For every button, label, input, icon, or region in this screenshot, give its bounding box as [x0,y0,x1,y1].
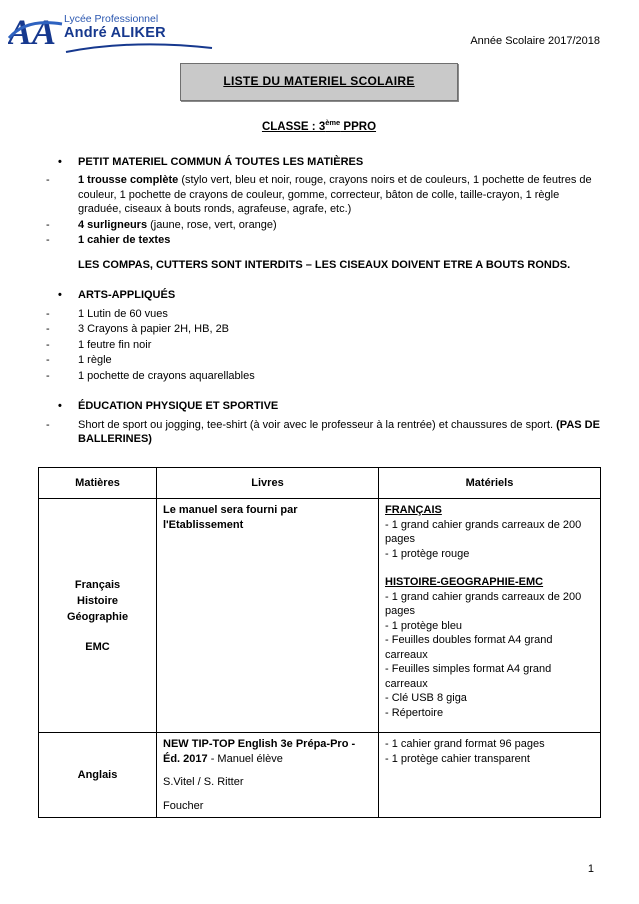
class-suffix: PPRO [340,121,377,134]
materials-table [38,467,601,819]
book-authors: S.Vitel / S. Ritter [163,776,244,789]
list-item-text: 1 règle [78,354,112,367]
materiel-item: - Répertoire [385,706,444,719]
section-arts-heading: ARTS-APPLIQUÉS [78,289,176,302]
cell-subjects-fh [39,499,157,733]
dash-icon: - [46,338,50,351]
section-common-heading: PETIT MATERIEL COMMUN Á TOUTES LES MATIÈRES [78,155,364,168]
logo-monogram-icon [8,8,64,52]
book-info [163,737,372,766]
document-title-box [180,63,458,101]
dash-icon: - [46,174,50,187]
item-bold-text: 4 surligneurs [78,218,148,231]
cell-livres-anglais [157,733,379,818]
materiels-subheading: FRANÇAIS [385,504,442,517]
cell-materiels-anglais [379,733,601,818]
book-title-regular: - Manuel élève [207,752,283,765]
book-title-bold: NEW TIP-TOP English 3e Prépa-Pro - Éd. 2017 [163,738,356,765]
list-item [46,233,600,248]
book-info: Le manuel sera fourni par l'Etablissement [163,504,298,531]
materiel-item: - 1 protège bleu [385,619,463,632]
logo-underline-icon [64,43,214,53]
materiel-item: - 1 cahier grand format 96 pages [385,738,545,751]
section-common-heading-row [58,155,600,170]
list-item-text: 1 pochette de crayons aquarellables [78,369,255,382]
dash-icon: - [46,354,50,367]
list-item [46,173,600,217]
logo-underline-path [66,44,212,52]
item-bold-text: 1 trousse complète [78,174,179,187]
item-regular-text: (jaune, rose, vert, orange) [147,218,277,231]
document-header [8,8,600,53]
list-item [46,353,600,368]
list-item-text: 1 feutre fin noir [78,338,152,351]
col-header-materiels: Matériels [379,467,601,499]
school-type-label: Lycée Professionnel [64,13,159,25]
list-item-text [78,173,600,217]
materiel-item: - 1 protège cahier transparent [385,752,530,765]
list-item [46,307,600,322]
school-year-label: Année Scolaire 2017/2018 [470,35,600,47]
dash-icon: - [46,307,50,320]
list-item-text: 1 Lutin de 60 vues [78,307,168,320]
col-header-matieres: Matières [39,467,157,499]
page-number: 1 [587,862,594,875]
list-item [46,369,600,384]
table-row [39,733,601,818]
dash-icon: - [46,418,50,431]
list-item [46,418,600,447]
materiel-item: - Feuilles simples format A4 grand carreaux [385,663,552,690]
bullet-icon: • [58,289,62,302]
table-head [39,467,601,499]
materiel-item: - Clé USB 8 giga [385,692,467,705]
materiel-item: - 1 protège rouge [385,547,470,560]
dash-icon: - [46,369,50,382]
list-item-text [78,218,600,233]
school-logo [8,8,214,53]
cell-livres-fh [157,499,379,733]
dash-icon: - [46,323,50,336]
list-item-text [78,418,600,447]
bullet-icon: • [58,400,62,413]
item-bold-text: 1 cahier de textes [78,234,171,247]
class-prefix: CLASSE : 3 [261,121,326,134]
logo-monogram-text: AA [8,12,57,52]
section-eps-heading: ÉDUCATION PHYSIQUE ET SPORTIVE [78,400,279,413]
cell-subject-anglais [39,733,157,818]
section-arts [38,288,600,383]
subject-label: Anglais [77,769,118,782]
list-item [46,338,600,353]
class-heading [38,117,600,135]
section-eps-heading-row [58,399,600,414]
class-superscript: ème [325,118,341,128]
class-heading-text [261,118,377,134]
cell-materiels-fh [379,499,601,733]
materiel-item: - 1 grand cahier grands carreaux de 200 pages [385,518,582,546]
section-common [38,155,600,273]
item-bold-text: (PAS DE BALLERINES) [78,418,600,446]
document-title: LISTE DU MATERIEL SCOLAIRE [223,74,415,88]
list-item-text: 3 Crayons à papier 2H, HB, 2B [78,323,230,336]
dash-icon: - [46,218,50,231]
dash-icon: - [46,234,50,247]
logo-text [64,8,214,53]
subject-label: Géographie [66,610,129,623]
table-header-row [39,467,601,499]
item-regular-text: Short de sport ou jogging, tee-shirt (à voir avec le professeur à la rentrée) et chaussures de sport. [78,418,557,431]
list-item-text [78,233,600,248]
subject-label: Histoire [77,594,118,607]
section-eps [38,399,600,447]
section-arts-heading-row [58,288,600,303]
table-body [39,499,601,818]
materiels-subheading: HISTOIRE-GEOGRAPHIE-EMC [385,576,544,589]
subject-label: EMC [85,640,110,653]
list-item [46,218,600,233]
list-item [46,322,600,337]
materiel-item: - 1 grand cahier grands carreaux de 200 pages [385,590,582,618]
subject-label: Français [74,578,121,591]
table-row [39,499,601,733]
materiel-item: - Feuilles doubles format A4 grand carreaux [385,634,553,661]
book-publisher: Foucher [163,799,204,812]
bullet-icon: • [58,155,62,168]
school-name-label: André ALIKER [64,25,166,41]
warning-text: LES COMPAS, CUTTERS SONT INTERDITS – LES CISEAUX DOIVENT ETRE A BOUTS RONDS. [78,258,571,271]
sections-container [38,155,600,447]
item-regular-text: (stylo vert, bleu et noir, rouge, crayons noirs et de couleurs, 1 pochette de feutres de couleur, 1 pochette de crayons de couleur, gomme, correcteur, bâton de colle, taille-crayon, 1 règle graduée, ciseaux à bouts ronds, agrafeuse, agrafe, etc.) [78,174,592,216]
col-header-livres: Livres [157,467,379,499]
